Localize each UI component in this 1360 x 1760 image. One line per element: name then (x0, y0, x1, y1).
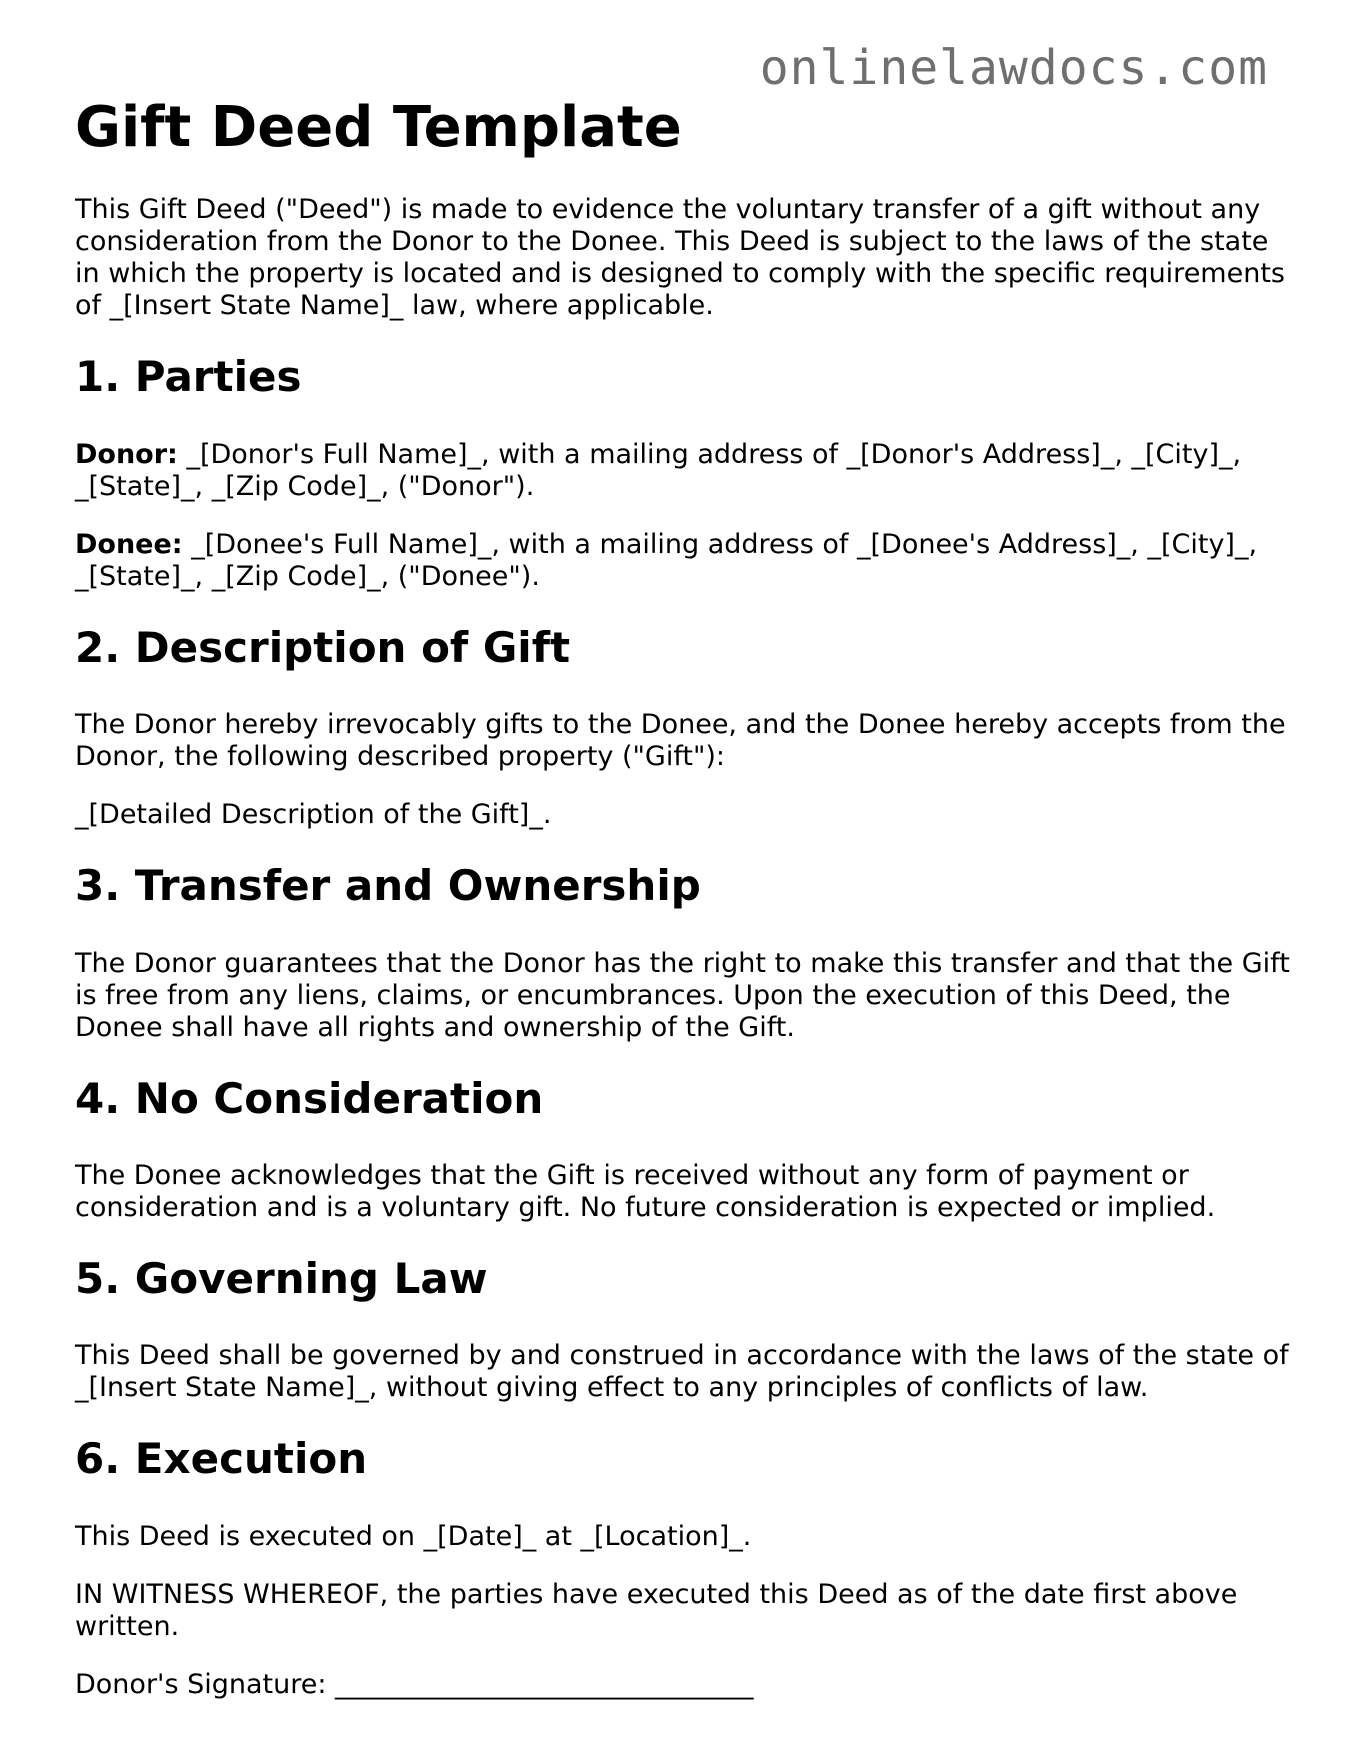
section-heading: 2. Description of Gift (75, 622, 571, 672)
execution-date-paragraph: This Deed is executed on _[Date]_ at _[Location]_. (75, 1520, 752, 1552)
document-title: Gift Deed Template (75, 95, 682, 160)
donor-paragraph (75, 439, 1295, 503)
donee-label: Donee: (75, 528, 183, 560)
section-heading: 5. Governing Law (75, 1253, 488, 1303)
section-heading: 1. Parties (75, 352, 302, 402)
section-heading: 6. Execution (75, 1434, 368, 1484)
section-execution (75, 1434, 1295, 1700)
document-body (75, 96, 1295, 1701)
section-no-consideration (75, 1074, 1295, 1224)
donee-text: _[Donee's Full Name]_, with a mailing address of _[Donee's Address]_, _[City]_, _[State]_, _[Zip Code]_, ("Donee"). (75, 528, 1258, 592)
section-heading: 3. Transfer and Ownership (75, 861, 701, 911)
section-governing-law (75, 1254, 1295, 1404)
intro-paragraph: This Gift Deed ("Deed") is made to evidence the voluntary transfer of a gift without any consideration from the Donor to the Donee. This Deed is subject to the laws of the state in which the property is located and is designed to comply with the specific requirements of _[Insert State Name]_ law, where applicable. (75, 194, 1285, 322)
section-paragraph: The Donor guarantees that the Donor has the right to make this transfer and that the Gift is free from any liens, claims, or encumbrances. Upon the execution of this Deed, the Donee shall have all rights and ownership of the Gift. (75, 947, 1290, 1043)
section-transfer (75, 861, 1295, 1043)
section-paragraph: This Deed shall be governed by and construed in accordance with the laws of the state of _[Insert State Name]_, without giving effect to any principles of conflicts of law. (75, 1340, 1289, 1404)
section-paragraph: The Donee acknowledges that the Gift is received without any form of payment or consideration and is a voluntary gift. No future consideration is expected or implied. (75, 1159, 1216, 1223)
section-paragraph: The Donor hereby irrevocably gifts to the Donee, and the Donee hereby accepts from the Donor, the following described property ("Gift"): (75, 709, 1286, 773)
donor-signature-line: Donor's Signature: _______________________________ (75, 1668, 754, 1700)
donor-label: Donor: (75, 438, 178, 470)
section-parties (75, 352, 1295, 592)
site-watermark: onlinelawdocs.com (759, 40, 1268, 96)
witness-paragraph: IN WITNESS WHEREOF, the parties have executed this Deed as of the date first above written. (75, 1578, 1238, 1642)
section-heading: 4. No Consideration (75, 1073, 544, 1123)
donor-text: _[Donor's Full Name]_, with a mailing address of _[Donor's Address]_, _[City]_, _[State]_, _[Zip Code]_, ("Donor"). (75, 438, 1242, 502)
gift-description-placeholder: _[Detailed Description of the Gift]_. (75, 799, 552, 831)
donee-paragraph (75, 529, 1295, 593)
section-description (75, 623, 1295, 831)
